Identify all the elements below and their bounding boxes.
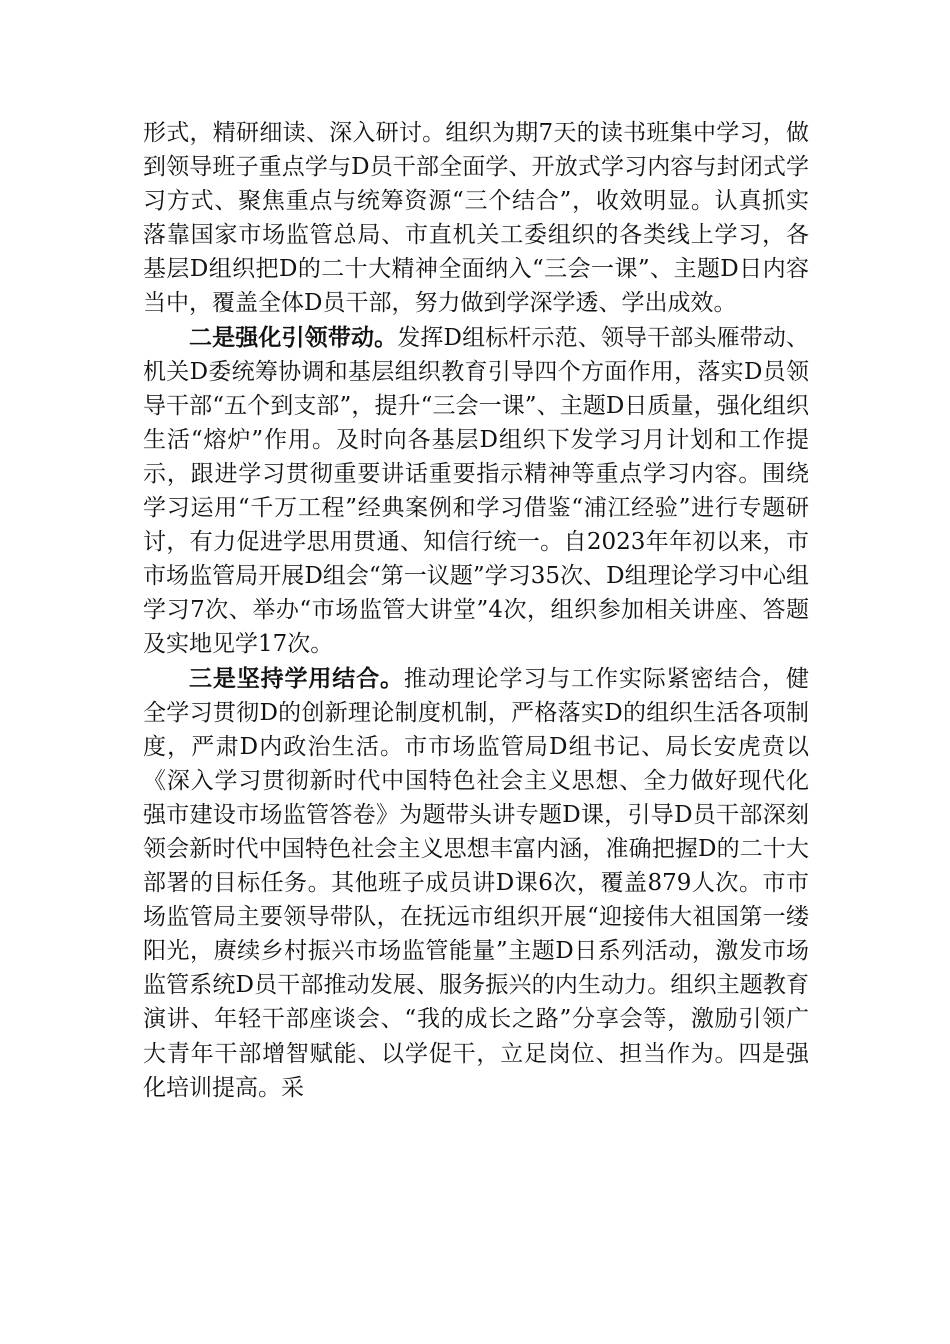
paragraph-3-text: 推动理论学习与工作实际紧密结合，健全学习贯彻D的创新理论制度机制，严格落实D的组织生活各项制度，严肃D内政治生活。市市场监管局D组书记、局长安虎贲以《深入学习贯彻新时代中国特色社会主义思想、全力做好现代化强市建设市场监管答卷》为题带头讲专题D课，引导D员干部深刻领会新时代中国特色社会主义思想丰富内涵，准确把握D的二十大部署的目标任务。其他班子成员讲D课6次，覆盖879人次。市市场监管局主要领导带队，在抚远市组织开展“迎接伟大祖国第一缕阳光，赓续乡村振兴市场监管能量”主题D日系列活动，激发市场监管系统D员干部推动发展、服务振兴的内生动力。组织主题教育演讲、年轻干部座谈会、“我的成长之路”分享会等，激励引领广大青年干部增智赋能、以学促干，立足岗位、担当作为。四是强化培训提高。采 — [143, 665, 810, 1101]
paragraph-3 — [143, 662, 809, 1105]
paragraph-1 — [143, 116, 809, 321]
paragraph-2-text: 发挥D组标杆示范、领导干部头雁带动、机关D委统筹协调和基层组织教育引导四个方面作用，落实D员领导干部“五个到支部”，提升“三会一课”、主题D日质量，强化组织生活“熔炉”作用。及时向各基层D组织下发学习月计划和工作提示，跟进学习贯彻重要讲话重要指示精神等重点学习内容。围绕学习运用“千万工程”经典案例和学习借鉴“浦江经验”进行专题研讨，有力促进学思用贯通、知信行统一。自2023年年初以来，市市场监管局开展D组会“第一议题”学习35次、D组理论学习中心组学习7次、举办“市场监管大讲堂”4次，组织参加相关讲座、答题及实地见学17次。 — [143, 324, 809, 658]
document-body — [143, 116, 809, 1105]
paragraph-2-heading: 二是强化引领带动。 — [189, 324, 398, 351]
paragraph-1-text: 形式，精研细读、深入研讨。组织为期7天的读书班集中学习，做到领导班子重点学与D员干部全面学、开放式学习内容与封闭式学习方式、聚焦重点与统筹资源“三个结合”，收效明显。认真抓实落靠国家市场监管总局、市直机关工委组织的各类线上学习，各基层D组织把D的二十大精神全面纳入“三会一课”、主题D日内容当中，覆盖全体D员干部，努力做到学深学透、学出成效。 — [143, 120, 809, 317]
paragraph-3-heading: 三是坚持学用结合。 — [189, 665, 404, 692]
paragraph-2 — [143, 321, 809, 662]
